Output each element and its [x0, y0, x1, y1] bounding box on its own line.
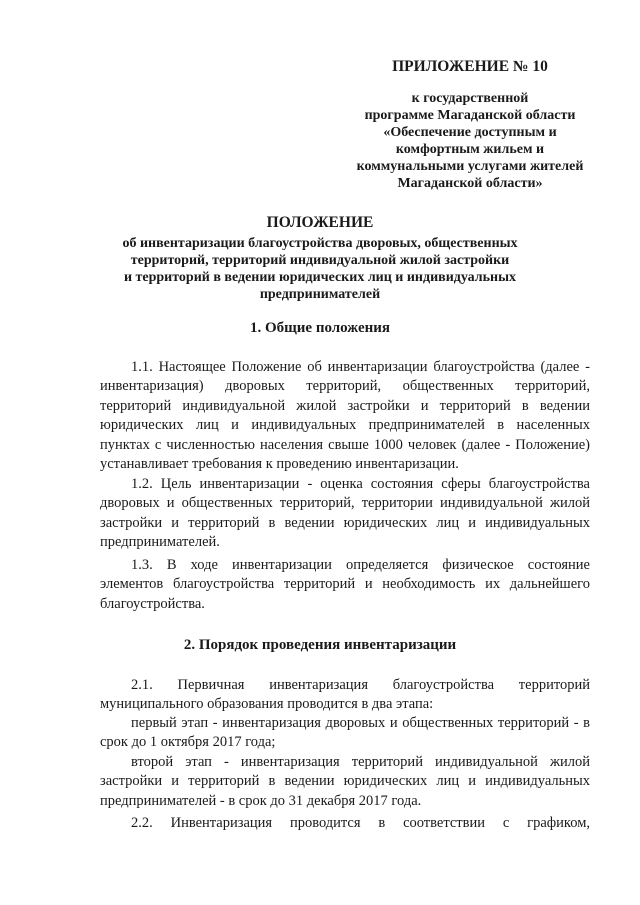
- paragraph-2-1: 2.1. Первичная инвентаризация благоустройства территорий муниципального образования проводится в два этапа:: [100, 677, 590, 713]
- appendix-line: программе Магаданской области: [364, 108, 576, 123]
- appendix-line: коммунальными услугами жителей: [356, 159, 584, 174]
- subtitle-line: и территорий в ведении юридических лиц и индивидуальных: [123, 270, 517, 285]
- appendix-line: комфортным жильем и: [395, 142, 545, 157]
- section-1-heading: 1. Общие положения: [249, 320, 391, 336]
- paragraph-2-2: 2.2. Инвентаризация проводится в соответствии с графиком,: [131, 815, 590, 831]
- subtitle-line: территорий, территорий индивидуальной жилой застройки: [130, 253, 510, 268]
- paragraph-1-1: 1.1. Настоящее Положение об инвентаризации благоустройства (далее - инвентаризация) дворовых территорий, общественных территорий, территорий индивидуальной жилой застройки и территорий в ведении юридических лиц и индивидуальных предпринимателей в населенных пунктах с численностью населения свыше 1000 человек (далее - Положение) устанавливает требования к проведению инвентаризации.: [100, 359, 590, 473]
- paragraph-2-1-stage-1: первый этап - инвентаризация дворовых и общественных территорий - в срок до 1 октября 2017 года;: [100, 715, 590, 751]
- section-2-heading: 2. Порядок проведения инвентаризации: [183, 637, 457, 653]
- appendix-line: «Обеспечение доступным и: [383, 125, 557, 140]
- paragraph-1-2: 1.2. Цель инвентаризации - оценка состояния сферы благоустройства дворовых и общественных территорий, территории индивидуальной жилой застройки и территорий в ведении юридических лиц и индивидуальных предпринимателей.: [100, 476, 590, 551]
- appendix-number: ПРИЛОЖЕНИЕ № 10: [392, 58, 548, 75]
- paragraph-2-1-stage-2: второй этап - инвентаризация территорий индивидуальной жилой застройки и территорий в ведении юридических лиц и индивидуальных предпринимателей - в срок до 31 декабря 2017 года.: [100, 754, 590, 809]
- document-title: ПОЛОЖЕНИЕ: [266, 214, 374, 231]
- paragraph-1-3: 1.3. В ходе инвентаризации определяется физическое состояние элементов благоустройства территорий и необходимость их дальнейшего благоустройства.: [100, 557, 590, 612]
- subtitle-line: об инвентаризации благоустройства дворовых, общественных: [122, 236, 518, 251]
- subtitle-line: предпринимателей: [259, 287, 381, 302]
- document-subtitle: [80, 235, 560, 303]
- appendix-reference: [330, 90, 610, 192]
- appendix-line: Магаданской области»: [397, 176, 543, 191]
- appendix-line: к государственной: [411, 91, 529, 106]
